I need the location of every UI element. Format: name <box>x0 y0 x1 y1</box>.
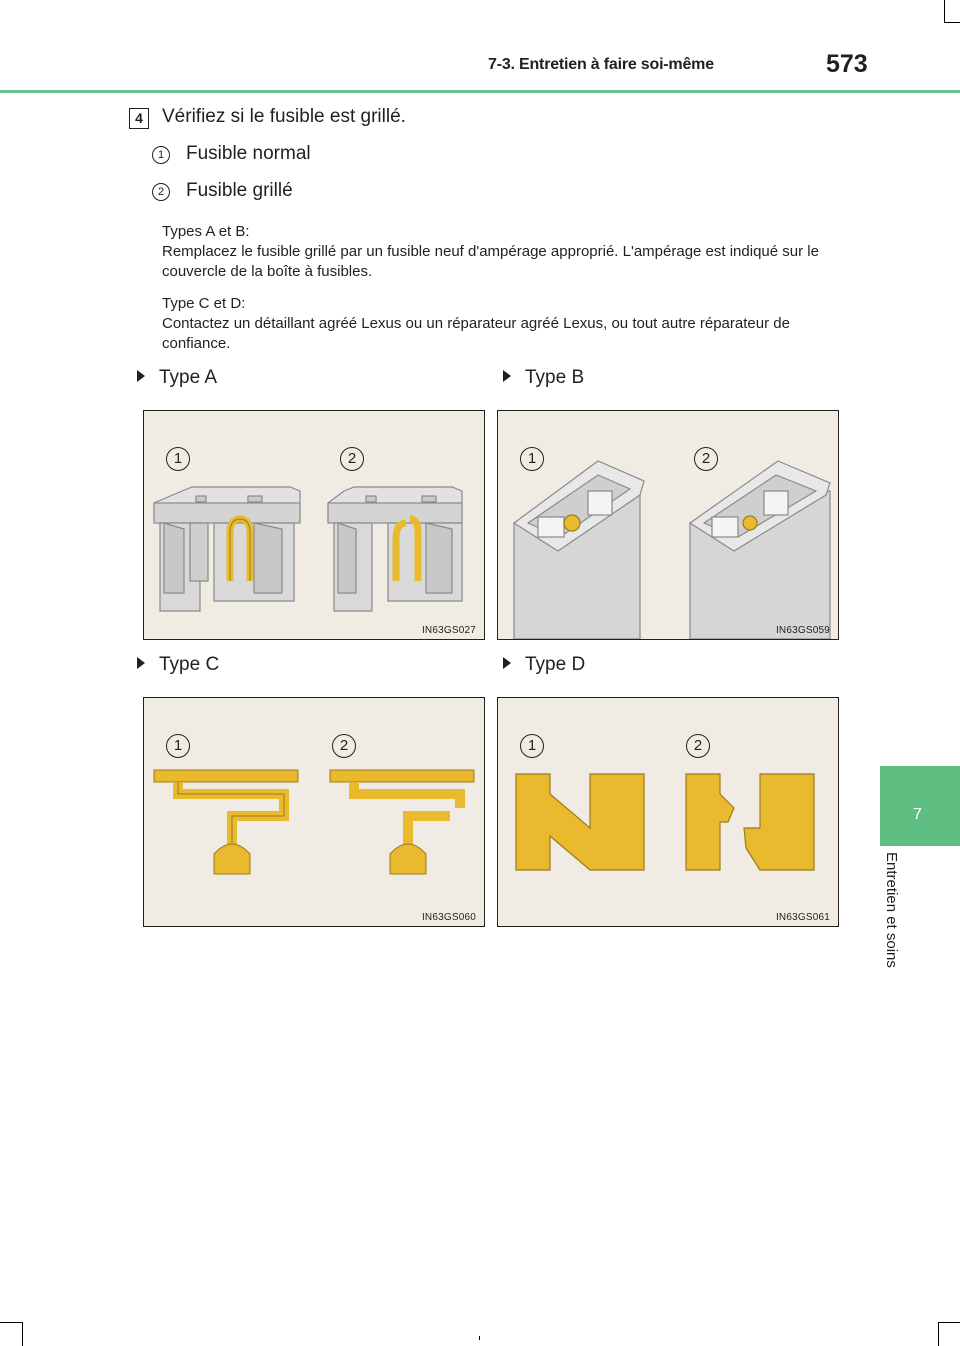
step-number-badge: 4 <box>129 108 149 129</box>
figure-heading-type-b: Type B <box>503 367 584 389</box>
crop-mark <box>938 1322 960 1323</box>
crop-mark <box>479 1336 480 1340</box>
blown-strip-fuse <box>686 774 814 870</box>
legend-number-1: 1 <box>152 146 170 164</box>
header-divider <box>0 90 960 93</box>
figure-label-2: 2 <box>686 734 710 758</box>
triangle-bullet-icon <box>137 370 145 382</box>
type-c-fuse-illustration <box>144 698 484 926</box>
triangle-bullet-icon <box>503 657 511 669</box>
figure-code: IN63GS060 <box>421 912 476 923</box>
crop-mark <box>938 1322 939 1346</box>
paragraph-text: Remplacez le fusible grillé par un fusible neuf d'ampérage approprié. L'ampérage est indiqué sur le couvercle de la boîte à fusibles. <box>162 243 819 280</box>
figure-label-2: 2 <box>340 447 364 471</box>
type-a-fuse-illustration <box>144 411 484 639</box>
figure-label-1: 1 <box>166 447 190 471</box>
crop-mark <box>944 0 945 22</box>
figure-label-2: 2 <box>694 447 718 471</box>
figure-label-1: 1 <box>520 447 544 471</box>
figure-type-c <box>143 697 485 927</box>
figure-label-2: 2 <box>332 734 356 758</box>
figure-code: IN63GS027 <box>421 625 476 636</box>
paragraph-types-a-b <box>162 222 842 282</box>
crop-mark <box>0 1322 22 1323</box>
figure-type-a <box>143 410 485 640</box>
section-title: 7-3. Entretien à faire soi-même <box>488 56 714 73</box>
blown-cartridge-fuse <box>690 461 830 639</box>
blown-fuse-link <box>330 770 474 874</box>
triangle-bullet-icon <box>503 370 511 382</box>
paragraph-title: Types A et B: <box>162 223 250 240</box>
figure-code: IN63GS061 <box>775 912 830 923</box>
normal-fuse-link <box>154 770 298 874</box>
chapter-label <box>872 852 912 1022</box>
legend-number-2: 2 <box>152 183 170 201</box>
figure-heading-type-a: Type A <box>137 367 217 389</box>
figure-label-1: 1 <box>520 734 544 758</box>
normal-cartridge-fuse <box>514 461 644 639</box>
paragraph-types-c-d <box>162 294 842 354</box>
crop-mark <box>944 22 960 23</box>
figure-type-d <box>497 697 839 927</box>
chapter-tab[interactable] <box>880 766 960 846</box>
figure-label-1: 1 <box>166 734 190 758</box>
legend-normal-fuse: Fusible normal <box>186 143 311 164</box>
page-number: 573 <box>826 50 868 78</box>
figure-type-b <box>497 410 839 640</box>
figure-heading-type-d: Type D <box>503 654 585 676</box>
type-b-fuse-illustration <box>498 411 838 639</box>
type-d-fuse-illustration <box>498 698 838 926</box>
normal-strip-fuse <box>516 774 644 870</box>
paragraph-title: Type C et D: <box>162 295 246 312</box>
crop-mark <box>22 1322 23 1346</box>
paragraph-text: Contactez un détaillant agréé Lexus ou un réparateur agréé Lexus, ou tout autre réparateur de confiance. <box>162 315 790 352</box>
chapter-label-text: Entretien et soins <box>883 852 900 968</box>
triangle-bullet-icon <box>137 657 145 669</box>
figure-code: IN63GS059 <box>775 625 830 636</box>
figure-heading-type-c: Type C <box>137 654 219 676</box>
legend-blown-fuse: Fusible grillé <box>186 180 293 201</box>
chapter-number: 7 <box>913 806 922 823</box>
step-instruction: Vérifiez si le fusible est grillé. <box>162 106 406 127</box>
